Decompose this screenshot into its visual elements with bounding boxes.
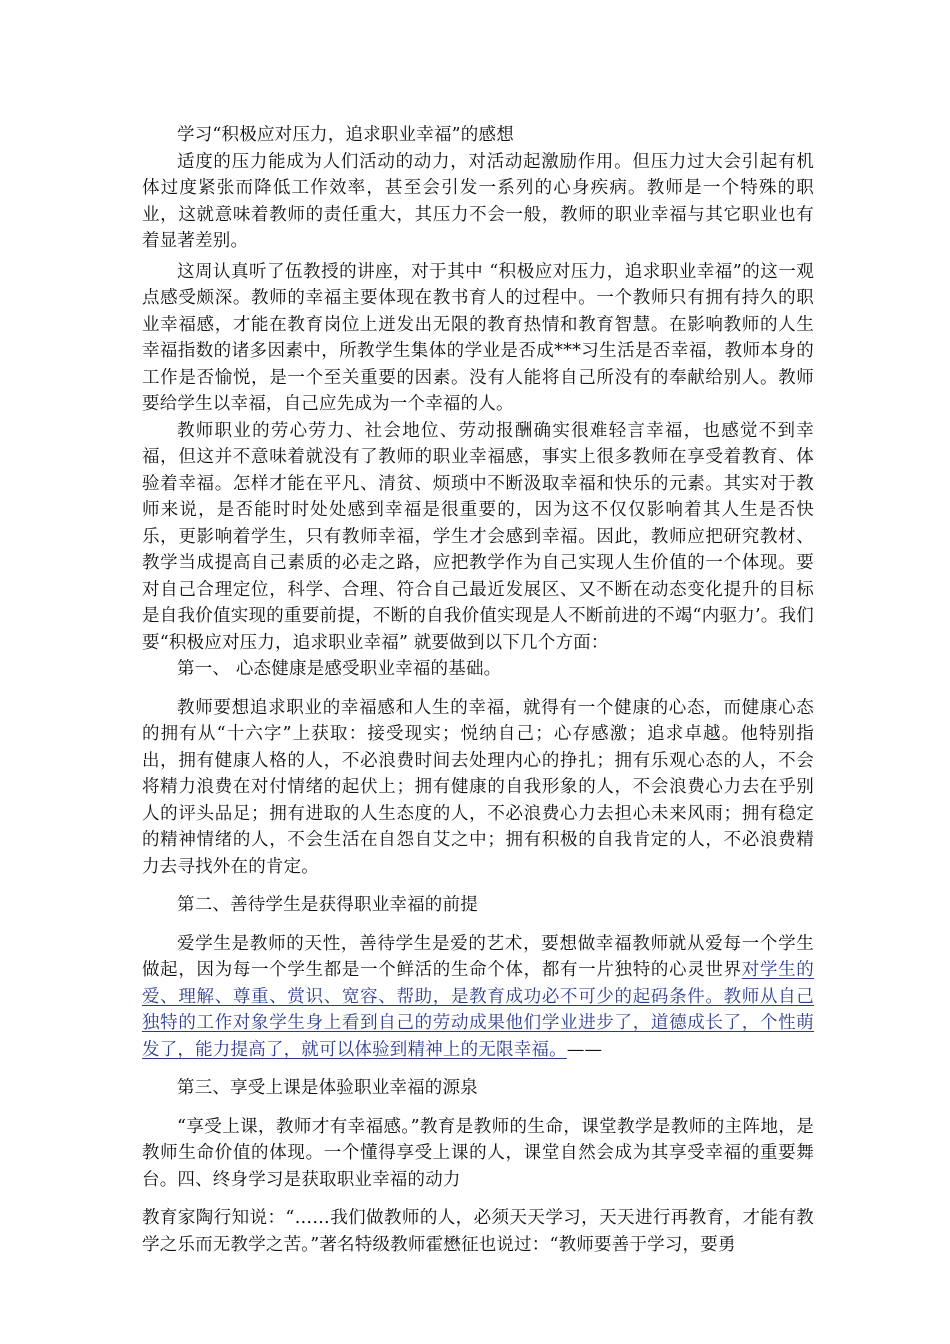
paragraph-lecture: 这周认真听了伍教授的讲座，对于其中 “积极应对压力，追求职业幸福”的这一观点感受颇深。教师的幸福主要体现在教书育人的过程中。一个教师只有拥有持久的职业幸福感，才能在教育岗位上迸发出无限的教育热情和教育智慧。在影响教师的人生幸福指数的诸多因素中，所教学生集体的学业是否成***习生活是否幸福，教师本身的工作是否愉悦，是一个至关重要的因素。没有人能将自己所没有的奉献给别人。教师要给学生以幸福，自己应先成为一个幸福的人。 xyxy=(142,261,814,414)
document-title: 学习“积极应对压力，追求职业幸福”的感想 xyxy=(177,125,514,145)
paragraph-enjoy-class: “享受上课，教师才有幸福感。”教育是教师的生命，课堂教学是教师的主阵地，是教师生命价值的体现。一个懂得享受上课的人，课堂自然会成为其享受幸福的重要舞台。四、终身学习是获取职业幸福的动力 xyxy=(142,1116,814,1190)
document-page xyxy=(142,122,814,1258)
paragraph-love-students xyxy=(142,931,814,1064)
paragraph-profession: 教师职业的劳心劳力、社会地位、劳动报酬确实很难轻言幸福，也感觉不到幸福，但这并不意味着就没有了教师的职业幸福感，事实上很多教师在享受着教育、体验着幸福。怎样才能在平凡、清贫、烦琐中不断汲取幸福和快乐的元素。其实对于教师来说，是否能时时处处感到幸福是很重要的，因为这不仅仅影响着其人生是否快乐，更影响着学生，只有教师幸福，学生才会感到幸福。因此，教师应把研究教材、教学当成提高自己素质的必走之路，应把教学作为自己实现人生价值的一个体现。要对自己合理定位，科学、合理、符合自己最近发展区、又不断在动态变化提升的目标是自我价值实现的重要前提，不断的自我价值实现是人不断前进的不竭“内驱力’。我们要“积极应对压力，追求职业幸福” 就要做到以下几个方面： xyxy=(142,420,814,653)
heading-first: 第一、 心态健康是感受职业幸福的基础。 xyxy=(177,659,502,679)
paragraph-love-students-text: 爱学生是教师的天性，善待学生是爱的艺术，要想做幸福教师就从爱每一个学生做起，因为每一个学生都是一个鲜活的生命个体，都有一片独特的心灵世界 xyxy=(142,933,814,980)
dash-text: —— xyxy=(566,1039,603,1060)
paragraph-intro: 适度的压力能成为人们活动的动力，对活动起激励作用。但压力过大会引起有机体过度紧张而降低工作效率，甚至会引发一系列的心身疾病。教师是一个特殊的职业，这就意味着教师的责任重大，其压力不会一般，教师的职业幸福与其它职业也有着显著差别。 xyxy=(142,151,814,251)
heading-third: 第三、享受上课是体验职业幸福的源泉 xyxy=(177,1078,478,1098)
heading-second: 第二、善待学生是获得职业幸福的前提 xyxy=(177,895,478,915)
paragraph-healthy-mind: 教师要想追求职业的幸福感和人生的幸福，就得有一个健康的心态，而健康心态的拥有从“十六字”上获取：接受现实；悦纳自己；心存感激；追求卓越。他特别指出，拥有健康人格的人，不必浪费时间去处理内心的挣扎；拥有乐观心态的人，不会将精力浪费在对付情绪的起伏上；拥有健康的自我形象的人，不会浪费心力去在乎别人的评头品足；拥有进取的人生态度的人，不必浪费心力去担心未来风雨；拥有稳定的精神情绪的人，不会生活在自怨自艾之中；拥有积极的自我肯定的人，不必浪费精力去寻找外在的肯定。 xyxy=(142,697,814,877)
hyperlink-text[interactable]: 对学生的爱、理解、尊重、赏识、宽容、帮助，是教育成功必不可少的起码条件。教师从自己独特的工作对象学生身上看到自己的劳动成果他们学业进步了，道德成长了，个性萌发了，能力提高了，就可以体验到精神上的无限幸福。 xyxy=(142,960,814,1060)
paragraph-quote: 教育家陶行知说：“……我们做教师的人，必须天天学习，天天进行再教育，才能有教学之乐而无教学之苦。”著名特级教师霍懋征也说过：“教师要善于学习，要勇 xyxy=(142,1208,814,1255)
